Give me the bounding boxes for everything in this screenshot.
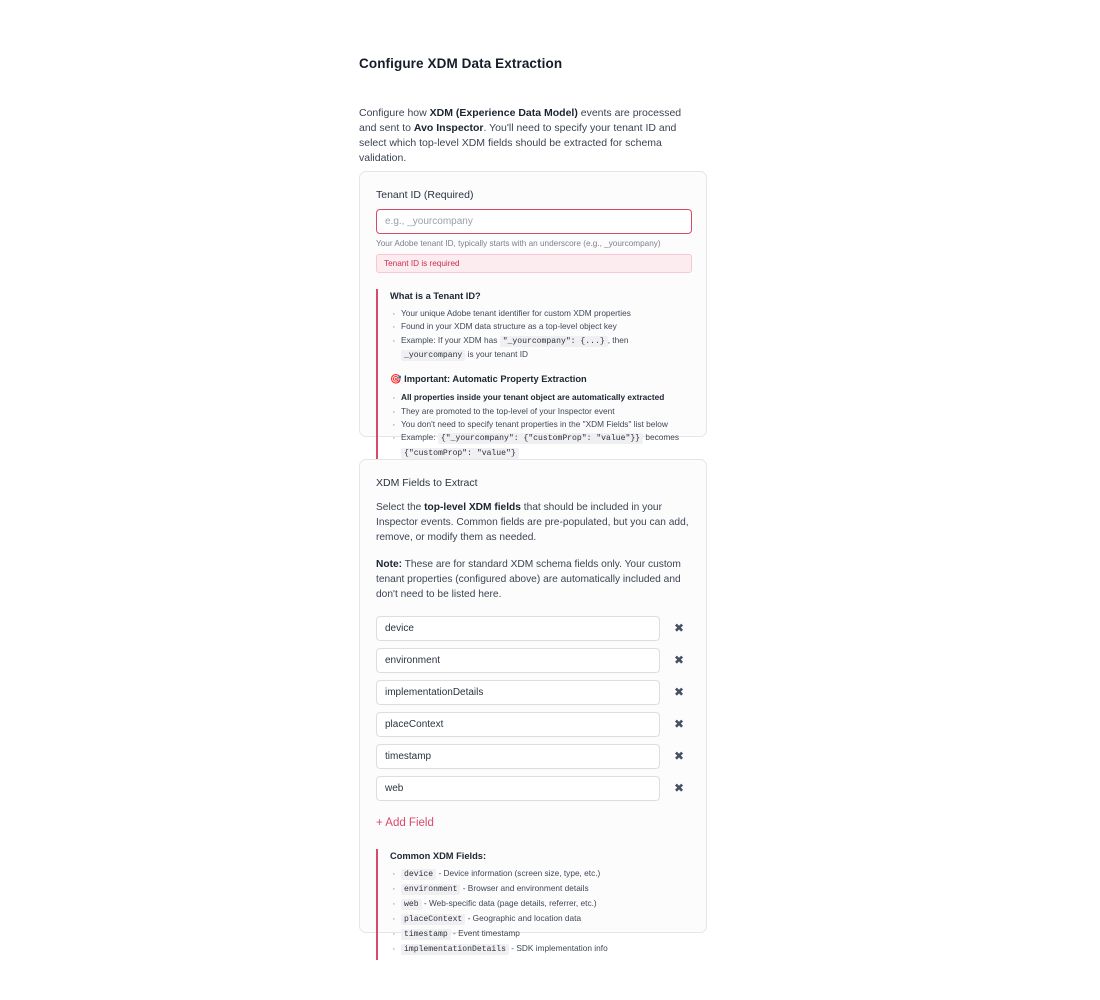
xdm-field-row-0 <box>376 616 690 641</box>
code-field-web: web <box>401 899 422 910</box>
tenant-id-label: Tenant ID (Required) <box>376 189 474 201</box>
code-example-output: {"customProp": "value"} <box>401 448 519 459</box>
xdm-field-row-5 <box>376 776 690 801</box>
list-item: · You don't need to specify tenant properties in the "XDM Fields" list below <box>390 418 690 430</box>
tenant-note-title: What is a Tenant ID? <box>390 291 481 301</box>
intro-bold-inspector: Avo Inspector <box>413 121 484 134</box>
list-item <box>390 391 690 403</box>
remove-field-button-placecontext[interactable]: ✖ <box>668 717 690 731</box>
xdm-fields-title: XDM Fields to Extract <box>376 477 478 489</box>
xdm-fields-paragraph-2 <box>376 558 698 602</box>
intro-text-3: . You'll need to specify your tenant ID and select which top-level XDM fields should be extracted for schema validation. <box>359 121 677 164</box>
xdm-field-input-web[interactable] <box>376 776 660 801</box>
code-field-device: device <box>401 869 436 880</box>
desc-environment: - Browser and environment details <box>460 882 589 893</box>
intro-text-1: Configure how <box>359 107 430 119</box>
list-item <box>390 882 690 896</box>
page-title: Configure XDM Data Extraction <box>359 56 563 71</box>
xdm-fields-paragraph-1 <box>376 501 698 545</box>
desc-timestamp: - Event timestamp <box>450 928 520 939</box>
code-tenant-key: "_yourcompany": {...} <box>500 336 608 347</box>
list-item <box>390 867 690 881</box>
tenant-id-note <box>376 289 690 463</box>
list-item <box>390 927 690 941</box>
list-item: · Your unique Adobe tenant identifier for custom XDM properties <box>390 307 690 319</box>
tenant-id-helper: Your Adobe tenant ID, typically starts with an underscore (e.g., _yourcompany) <box>376 239 661 248</box>
xdm-field-row-4 <box>376 744 690 769</box>
xdm-field-input-device[interactable] <box>376 616 660 641</box>
intro-bold-xdm: XDM (Experience Data Model) <box>429 107 578 119</box>
tenant-id-error: Tenant ID is required <box>376 254 692 273</box>
list-item <box>390 897 690 911</box>
para1-bold: top-level XDM fields <box>424 502 521 513</box>
code-field-implementationdetails: implementationDetails <box>401 944 509 955</box>
xdm-field-row-3 <box>376 712 690 737</box>
list-item <box>390 942 690 956</box>
common-fields-list <box>390 867 690 957</box>
para1-text-2: that should be included in your Inspector events. Common fields are pre-populated, but you can add, remove, or modify them as needed. <box>376 502 689 543</box>
xdm-field-row-2 <box>376 680 690 705</box>
desc-web: - Web-specific data (page details, referrer, etc.) <box>421 897 597 908</box>
tenant-note-list <box>390 307 690 362</box>
para2-text: These are for standard XDM schema fields only. Your custom tenant properties (configured above) are automatically included and don't need to be listed here. <box>376 559 681 600</box>
list-item: · Example: {"_yourcompany": {"customProp": "value"}} becomes {"customProp": "value"} <box>390 431 690 459</box>
list-item: · They are promoted to the top-level of your Inspector event <box>390 405 690 417</box>
important-bullet-bold: All properties inside your tenant object are automatically extracted <box>401 392 665 403</box>
code-tenant-value: _yourcompany <box>401 350 465 361</box>
list-item: · Example: If your XDM has "_yourcompany": {...} , then _yourcompany is your tenant ID <box>390 334 690 362</box>
tenant-important-list <box>390 391 690 460</box>
remove-field-button-environment[interactable]: ✖ <box>668 653 690 667</box>
para2-bold: Note: <box>376 559 403 571</box>
remove-field-button-device[interactable]: ✖ <box>668 621 690 635</box>
desc-device: - Device information (screen size, type, etc.) <box>436 867 601 878</box>
xdm-field-input-implementationdetails[interactable] <box>376 680 660 705</box>
code-field-timestamp: timestamp <box>401 929 451 940</box>
common-fields-title: Common XDM Fields: <box>390 850 487 861</box>
tenant-id-card <box>359 171 707 458</box>
tenant-id-input[interactable] <box>376 209 692 234</box>
code-field-placecontext: placeContext <box>401 914 465 925</box>
desc-placecontext: - Geographic and location data <box>465 913 582 924</box>
remove-field-button-implementationdetails[interactable]: ✖ <box>668 685 690 699</box>
intro-text-2: events are processed and sent to <box>359 107 682 134</box>
xdm-fields-card <box>359 459 707 955</box>
xdm-field-input-placecontext[interactable] <box>376 712 660 737</box>
remove-field-button-web[interactable]: ✖ <box>668 781 690 795</box>
page-header <box>359 56 709 176</box>
add-field-button[interactable]: + Add Field <box>376 816 434 829</box>
code-field-environment: environment <box>401 884 460 895</box>
tenant-important-title: 🎯 Important: Automatic Property Extraction <box>390 374 587 385</box>
para1-text-1: Select the <box>376 502 425 513</box>
desc-implementationdetails: - SDK implementation info <box>509 943 608 954</box>
xdm-field-input-timestamp[interactable] <box>376 744 660 769</box>
list-item: · Found in your XDM data structure as a top-level object key <box>390 320 690 332</box>
xdm-field-row-1 <box>376 648 690 673</box>
list-item <box>390 912 690 926</box>
remove-field-button-timestamp[interactable]: ✖ <box>668 749 690 763</box>
page-intro <box>359 106 700 166</box>
common-xdm-fields-note <box>376 849 690 960</box>
code-example-input: {"_yourcompany": {"customProp": "value"}} <box>438 433 643 444</box>
xdm-field-input-environment[interactable] <box>376 648 660 673</box>
